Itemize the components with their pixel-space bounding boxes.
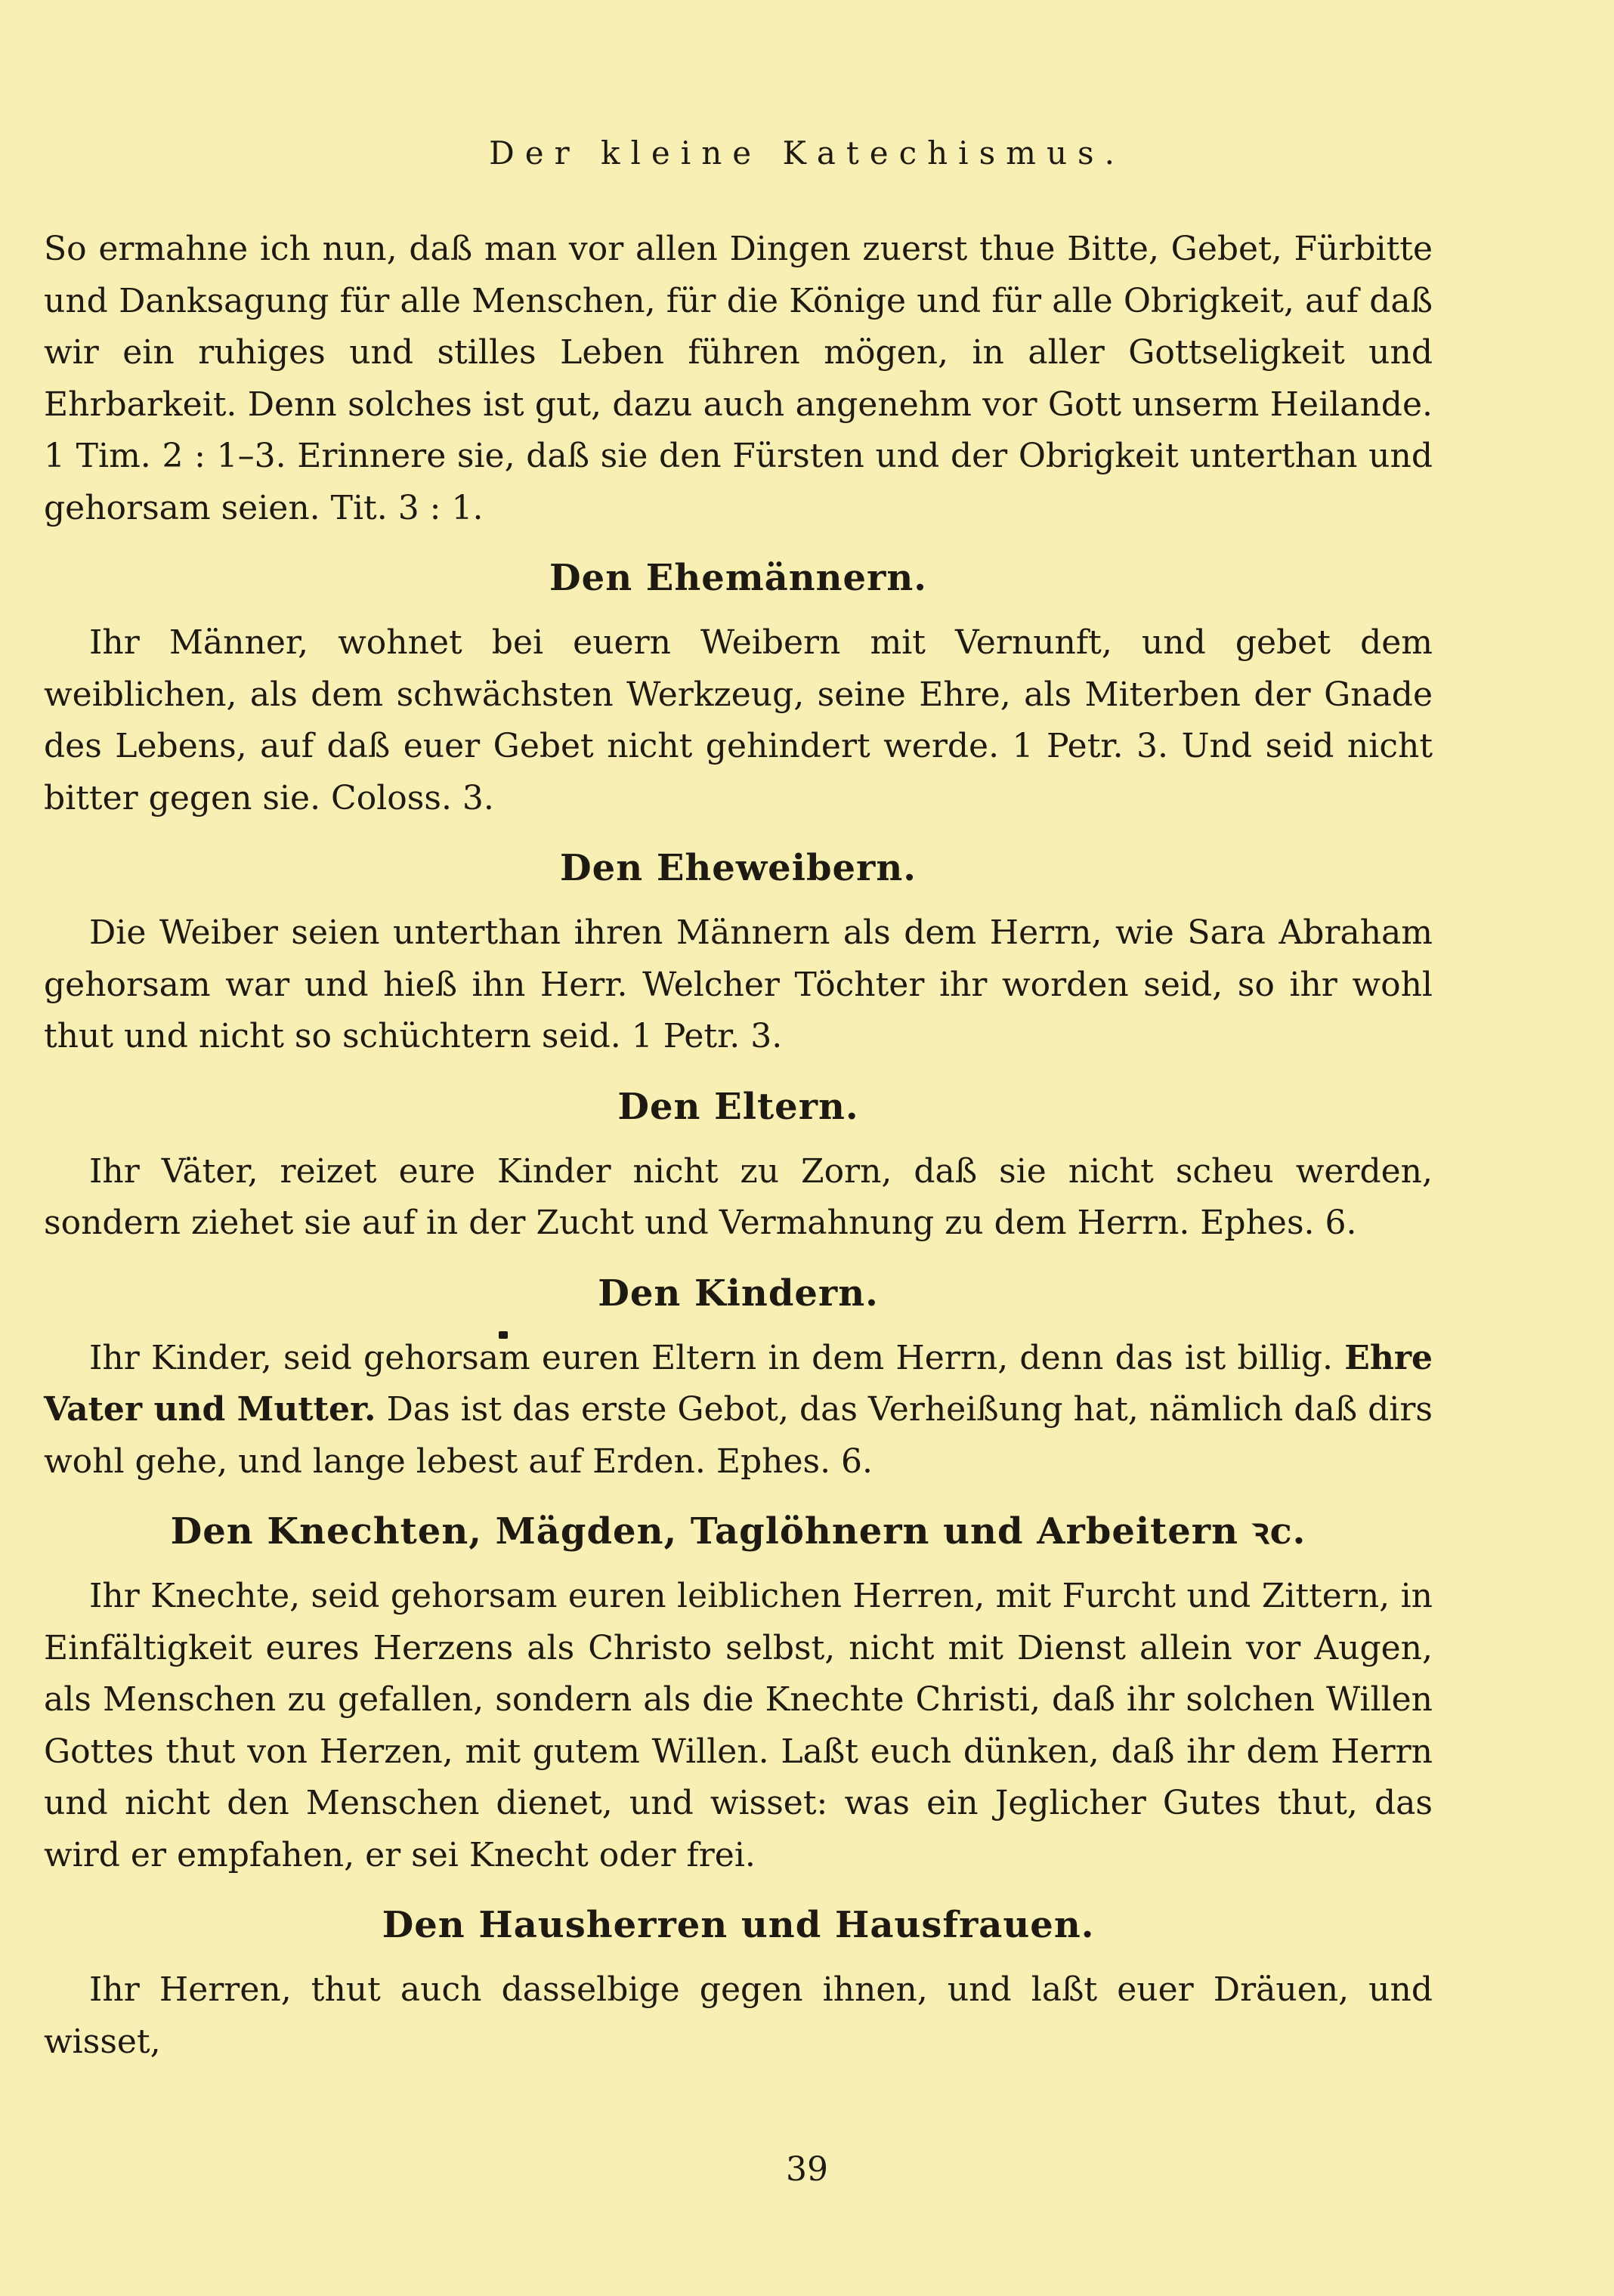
section-heading-ehemaenner: Den Ehemännern. — [549, 557, 927, 599]
ink-mark — [499, 1331, 508, 1339]
section-paragraph-kinder — [44, 1333, 1433, 1488]
section-text-kinder-before: Ihr Kinder, seid gehorsam euren Eltern in dem Herrn, denn das ist billig. — [89, 1338, 1334, 1377]
section-text-eheweiber: Die Weiber seien unterthan ihren Männern als dem Herrn, wie Sara Abraham gehorsam war und hieß ihn Herr. Welcher Töchter ihr worden seid, so ihr wohl thut und nicht so schüchtern seid. 1 Petr. 3. — [44, 913, 1433, 1055]
section-heading-kinder: Den Kindern. — [598, 1272, 879, 1315]
section-text-kinder-bold: Ehre Vater und Mutter. — [44, 1338, 1433, 1429]
section-paragraph-eltern — [44, 1146, 1433, 1250]
section-heading-eheweiber: Den Eheweibern. — [560, 847, 917, 889]
section-text-kinder-after: Das ist das erste Gebot, das Verheißung hat, nämlich daß dirs wohl gehe, und lange lebest auf Erden. Ephes. 6. — [44, 1390, 1433, 1481]
page-content — [44, 224, 1433, 2068]
intro-paragraph — [44, 224, 1433, 534]
section-heading-knechte: Den Knechten, Mägden, Taglöhnern und Arbeitern ꝛc. — [170, 1510, 1306, 1553]
page-number: 39 — [786, 2150, 828, 2189]
section-paragraph-hausherren — [44, 1964, 1433, 2068]
section-heading-eltern: Den Eltern. — [617, 1085, 859, 1128]
section-text-ehemaenner: Ihr Männer, wohnet bei euern Weibern mit Vernunft, und gebet dem weiblichen, als dem schwächsten Werkzeug, seine Ehre, als Miterben der Gnade des Lebens, auf daß euer Gebet nicht gehindert werde. 1 Petr. 3. Und seid nicht bitter gegen sie. Coloss. 3. — [44, 623, 1433, 817]
section-paragraph-eheweiber — [44, 907, 1433, 1063]
running-head: Der kleine Katechismus. — [489, 134, 1125, 172]
intro-text: So ermahne ich nun, daß man vor allen Dingen zuerst thue Bitte, Gebet, Fürbitte und Danksagung für alle Menschen, für die Könige und für alle Obrigkeit, auf daß wir ein ruhiges und stilles Leben führen mögen, in aller Gottseligkeit und Ehrbarkeit. Denn solches ist gut, dazu auch angenehm vor Gott unserm Heilande. 1 Tim. 2 : 1–3. Erinnere sie, daß sie den Fürsten und der Obrigkeit unterthan und gehorsam seien. Tit. 3 : 1. — [44, 230, 1433, 527]
section-paragraph-ehemaenner — [44, 617, 1433, 824]
section-heading-hausherren: Den Hausherren und Hausfrauen. — [382, 1904, 1095, 1946]
section-text-eltern: Ihr Väter, reizet eure Kinder nicht zu Zorn, daß sie nicht scheu werden, sondern ziehet sie auf in der Zucht und Vermahnung zu dem Herrn. Ephes. 6. — [44, 1151, 1433, 1242]
section-text-hausherren: Ihr Herren, thut auch dasselbige gegen ihnen, und laßt euer Dräuen, und wisset, — [44, 1970, 1433, 2061]
section-paragraph-knechte — [44, 1571, 1433, 1881]
section-text-knechte: Ihr Knechte, seid gehorsam euren leiblichen Herren, mit Furcht und Zittern, in Einfältigkeit eures Herzens als Christo selbst, nicht mit Dienst allein vor Augen, als Menschen zu gefallen, sondern als die Knechte Christi, daß ihr solchen Willen Gottes thut von Herzen, mit gutem Willen. Laßt euch dünken, daß ihr dem Herrn und nicht den Menschen dienet, und wisset: was ein Jeglicher Gutes thut, das wird er empfahen, er sei Knecht oder frei. — [44, 1577, 1433, 1874]
